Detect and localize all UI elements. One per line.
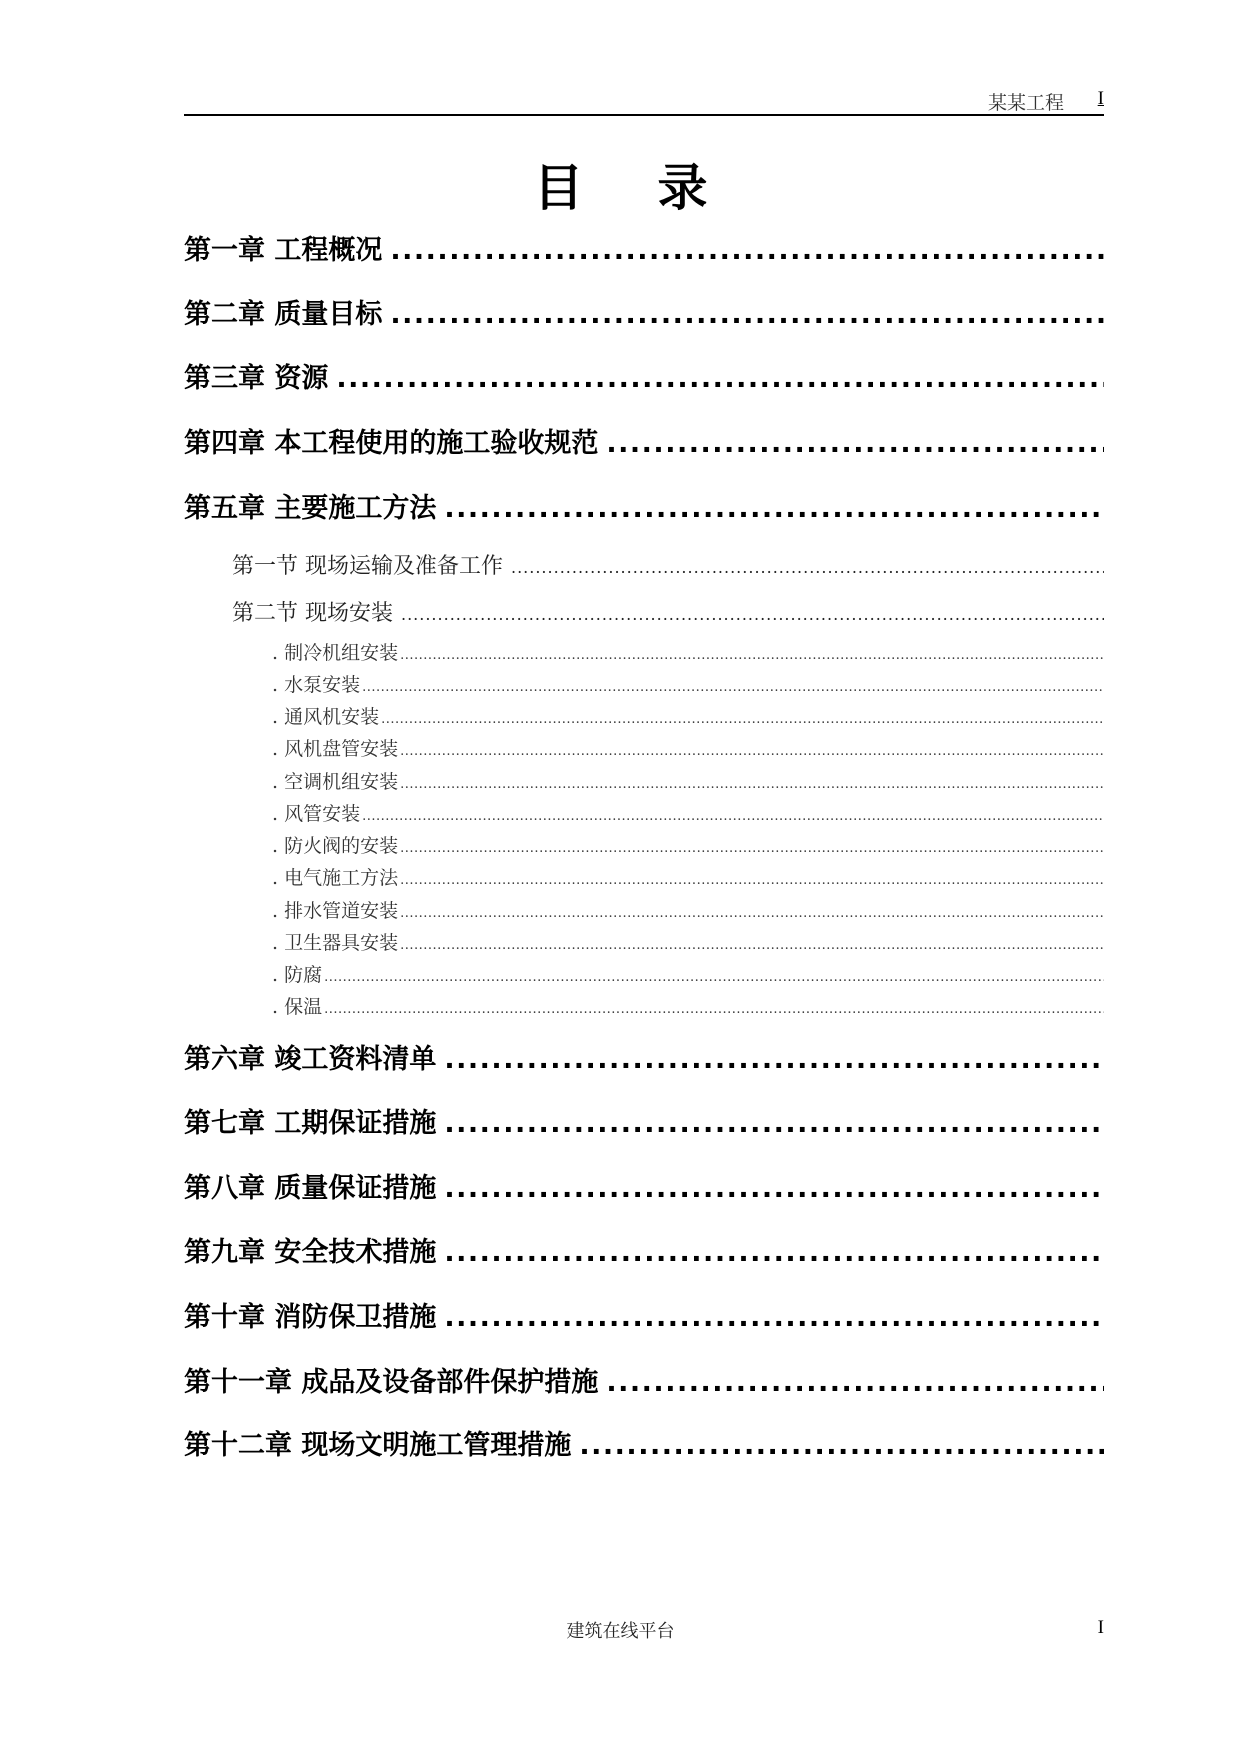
toc-entry-label: . 卫生器具安装 [272,932,399,954]
toc-leader-dots [336,363,1104,394]
toc-subsection-1[interactable] [272,638,1104,665]
toc-leader-dots [400,873,1104,888]
toc-leader-dots [390,235,1104,266]
toc-subsection-5[interactable] [272,767,1104,794]
toc-chapter-10[interactable] [184,1295,1104,1334]
toc-entry-label: 第七章 工期保证措施 [184,1108,437,1139]
footer-page-number: I [1097,1617,1104,1638]
toc-entry-label: 第十二章 现场文明施工管理措施 [184,1430,572,1461]
toc-section-2[interactable] [232,596,1104,627]
toc-subsection-11[interactable] [272,960,1104,987]
toc-leader-dots [444,1108,1104,1139]
toc-entry-label: . 通风机安装 [272,706,380,728]
toc-entry-label: 第九章 安全技术措施 [184,1237,437,1268]
toc-leader-dots [444,1044,1104,1075]
toc-subsection-3[interactable] [272,702,1104,729]
toc-entry-label: . 风机盘管安装 [272,738,399,760]
toc-entry-label: 第十一章 成品及设备部件保护措施 [184,1367,599,1398]
header-title: 某某工程 [987,92,1064,114]
toc-entry-label: 第八章 质量保证措施 [184,1173,437,1204]
toc-subsection-10[interactable] [272,928,1104,955]
toc-chapter-5[interactable] [184,486,1104,525]
header-page-number: I [1097,88,1104,109]
toc-leader-dots [579,1430,1104,1461]
toc-leader-dots [401,605,1104,624]
toc-chapter-12[interactable] [184,1423,1104,1462]
toc-entry-label: 第十章 消防保卫措施 [184,1302,437,1333]
toc-leader-dots [400,938,1104,953]
toc-leader-dots [400,648,1104,663]
toc-leader-dots [362,680,1104,695]
toc-entry-label: . 防火阀的安装 [272,835,399,857]
toc-leader-dots [324,1002,1104,1017]
toc-entry-label: . 电气施工方法 [272,867,399,889]
toc-entry-label: . 水泵安装 [272,674,361,696]
toc-leader-dots [400,744,1104,759]
toc-leader-dots [324,970,1104,985]
toc-leader-dots [400,777,1104,792]
toc-chapter-1[interactable] [184,228,1104,267]
toc-leader-dots [606,1367,1104,1398]
toc-chapter-3[interactable] [184,356,1104,395]
toc-chapter-7[interactable] [184,1101,1104,1140]
toc-entry-label: . 空调机组安装 [272,771,399,793]
toc-entry-label: 第一章 工程概况 [184,235,383,266]
toc-leader-dots [444,1173,1104,1204]
toc-leader-dots [444,493,1104,524]
toc-subsection-9[interactable] [272,896,1104,923]
toc-chapter-2[interactable] [184,292,1104,331]
toc-entry-label: 第三章 资源 [184,363,329,394]
toc-leader-dots [606,428,1104,459]
toc-entry-label: . 制冷机组安装 [272,642,399,664]
toc-chapter-9[interactable] [184,1230,1104,1269]
toc-leader-dots [362,809,1104,824]
toc-entry-label: . 风管安装 [272,803,361,825]
document-title: 目录 [533,159,782,217]
toc-leader-dots [400,841,1104,856]
toc-subsection-6[interactable] [272,799,1104,826]
toc-entry-label: 第五章 主要施工方法 [184,493,437,524]
toc-leader-dots [381,712,1104,727]
toc-subsection-12[interactable] [272,992,1104,1019]
toc-leader-dots [400,906,1104,921]
toc-subsection-8[interactable] [272,863,1104,890]
toc-subsection-2[interactable] [272,670,1104,697]
toc-chapter-8[interactable] [184,1166,1104,1205]
toc-subsection-4[interactable] [272,734,1104,761]
toc-chapter-11[interactable] [184,1360,1104,1399]
toc-entry-label: . 防腐 [272,964,323,986]
toc-entry-label: 第一节 现场运输及准备工作 [232,554,503,579]
toc-subsection-7[interactable] [272,831,1104,858]
toc-entry-label: . 保温 [272,996,323,1018]
page-header [184,84,1104,116]
toc-entry-label: 第二章 质量目标 [184,299,383,330]
toc-section-1[interactable] [232,549,1104,580]
footer-text: 建筑在线平台 [566,1621,675,1642]
toc-leader-dots [444,1302,1104,1333]
toc-leader-dots [511,558,1104,577]
toc-entry-label: 第二节 现场安装 [232,601,393,626]
toc-leader-dots [444,1237,1104,1268]
toc-leader-dots [390,299,1104,330]
toc-entry-label: 第六章 竣工资料清单 [184,1044,437,1075]
toc-entry-label: 第四章 本工程使用的施工验收规范 [184,428,599,459]
toc-chapter-6[interactable] [184,1037,1104,1076]
toc-entry-label: . 排水管道安装 [272,900,399,922]
toc-chapter-4[interactable] [184,421,1104,460]
